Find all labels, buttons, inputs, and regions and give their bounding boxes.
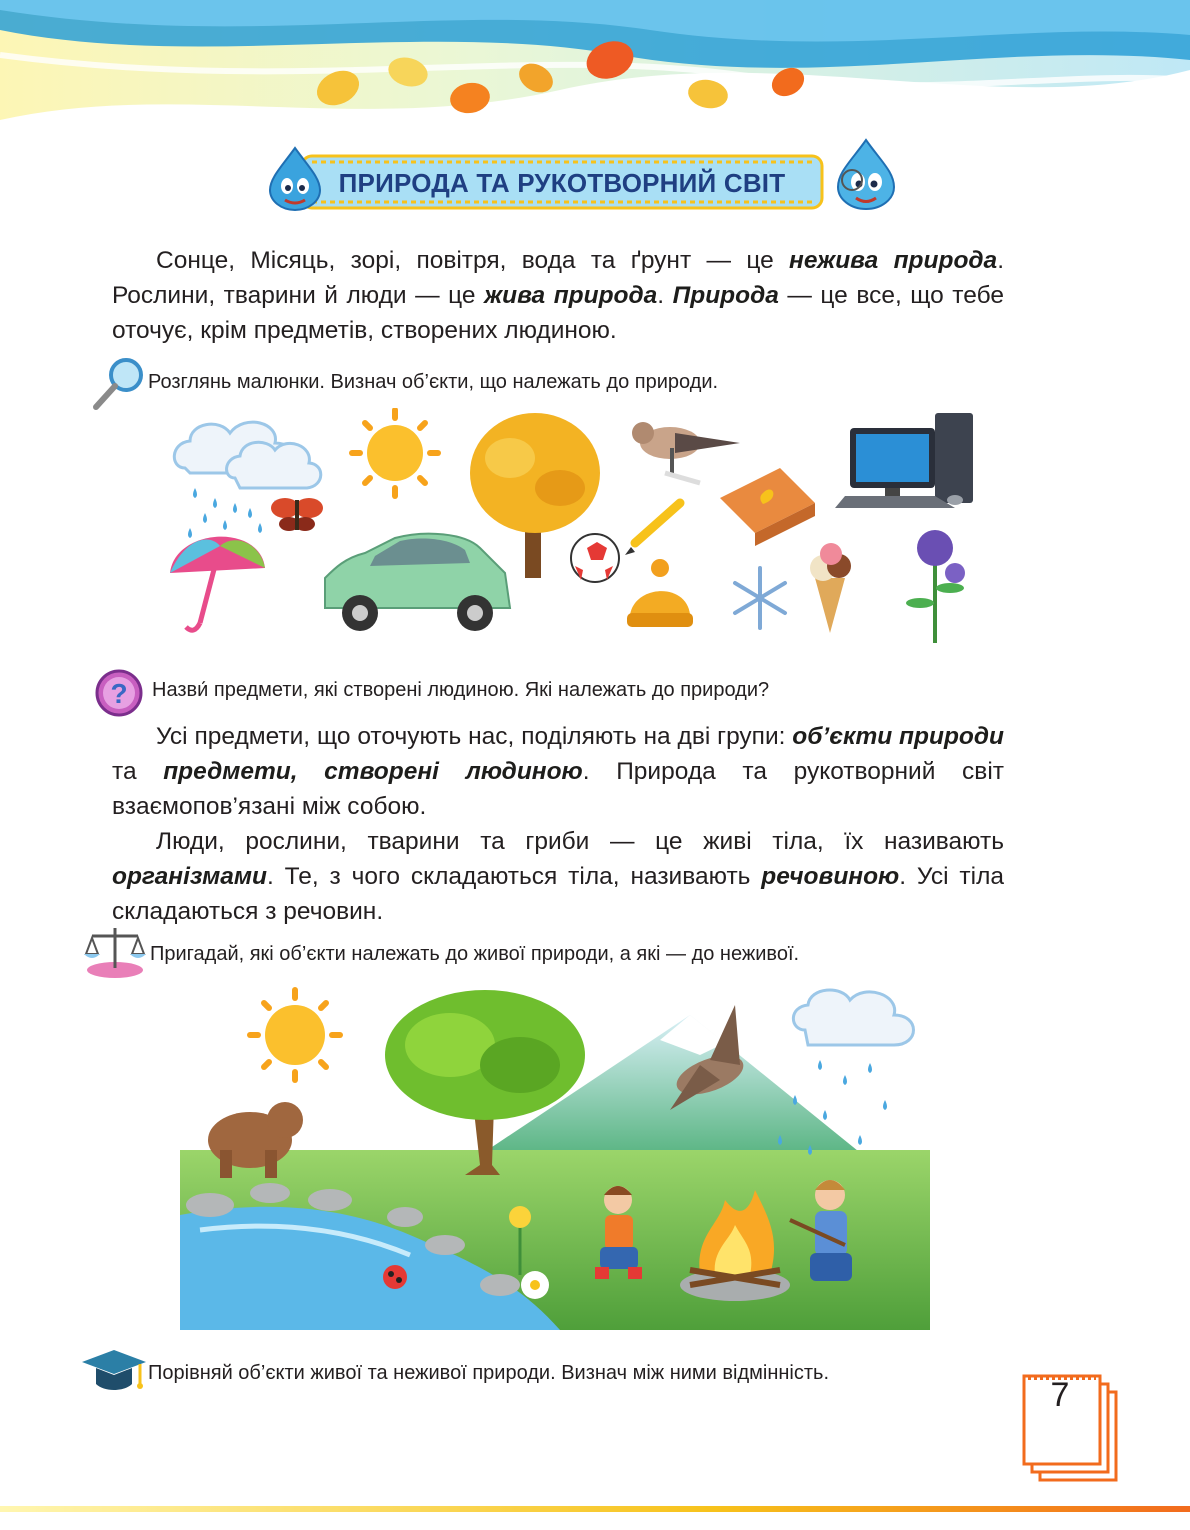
task-recall-living: Пригадай, які об’єкти належать до живої природи, а які — до неживої. — [150, 943, 800, 965]
organisms-text-1: Люди, рослини, тварини та гриби — це живі тіла, їх називають — [156, 828, 1004, 855]
term-nature: Природа — [672, 282, 779, 309]
groups-paragraph — [112, 719, 1004, 929]
question-mark-icon — [94, 668, 144, 718]
intro-text-1: Сонце, Місяць, зорі, повітря, вода та ґрунт — це — [156, 247, 790, 274]
daisy-icon — [521, 1271, 549, 1299]
cornflower-icon — [906, 530, 965, 643]
pencil-icon — [625, 503, 680, 555]
water-drop-mascot-left-icon — [260, 142, 330, 212]
jay-bird-icon — [632, 422, 740, 483]
footer-line-decoration — [0, 1492, 1190, 1522]
intro-text-2: . Рослини, тварини й люди — це — [112, 247, 1004, 309]
task-look-at-pictures: Розглянь малюнки. Визнач об’єкти, що належать до природи. — [148, 371, 719, 393]
term-man-made-objects: предмети, створені людиною — [163, 758, 583, 785]
ladybug-icon — [383, 1265, 407, 1289]
organisms-text-2: . Те, з чого складаються тіла, називають — [266, 863, 762, 890]
title-banner — [262, 150, 862, 214]
groups-text-2: та — [112, 758, 164, 785]
task-name-objects: Назви́ предмети, які створені людиною. Які належать до природи? — [152, 679, 770, 701]
snowflake-icon — [735, 568, 785, 628]
term-nonliving-nature: нежива природа — [789, 247, 998, 274]
organisms-text-3: . Усі тіла складаються з речовин. — [112, 863, 1004, 925]
sun-icon — [352, 410, 438, 496]
term-living-nature: жива природа — [484, 282, 658, 309]
computer-icon — [835, 413, 973, 508]
nature-landscape-illustration — [180, 985, 930, 1330]
intro-text-4: — це все, що тебе оточує, крім предметів, створених людиною. — [112, 282, 1004, 344]
term-substance: речовиною — [761, 863, 900, 890]
magnifier-icon — [90, 355, 148, 413]
graduation-cap-icon — [78, 1346, 150, 1396]
intro-paragraph — [112, 243, 1004, 348]
ice-cream-icon — [810, 543, 851, 633]
groups-text-1: Усі предмети, що оточують нас, поділяють на дві групи: — [156, 723, 793, 750]
scales-icon — [82, 920, 148, 980]
landscape-sun-icon — [250, 990, 340, 1080]
term-nature-objects: об’єкти природи — [792, 723, 1004, 750]
groups-text-3: . Природа та рукотворний світ взаємопов’язані між собою. — [112, 758, 1004, 820]
header-waves-decoration — [0, 0, 1190, 150]
objects-illustration — [165, 408, 985, 648]
water-drop-mascot-right-icon — [828, 132, 904, 212]
butterfly-icon — [271, 498, 323, 531]
intro-text-3: . — [657, 282, 673, 309]
football-icon — [571, 534, 619, 582]
page-number: 7 — [1050, 1376, 1070, 1414]
book-icon — [720, 468, 815, 546]
umbrella-icon — [170, 537, 265, 631]
task-compare-objects: Порівняй об’єкти живої та неживої природи. Визнач між ними відмінність. — [148, 1362, 830, 1384]
page-title: ПРИРОДА ТА РУКОТВОРНИЙ СВІТ — [338, 168, 786, 198]
car-icon — [325, 534, 510, 631]
svg-text:?: ? — [110, 678, 128, 709]
knit-hat-icon — [627, 559, 693, 627]
term-organisms: організмами — [112, 863, 267, 890]
